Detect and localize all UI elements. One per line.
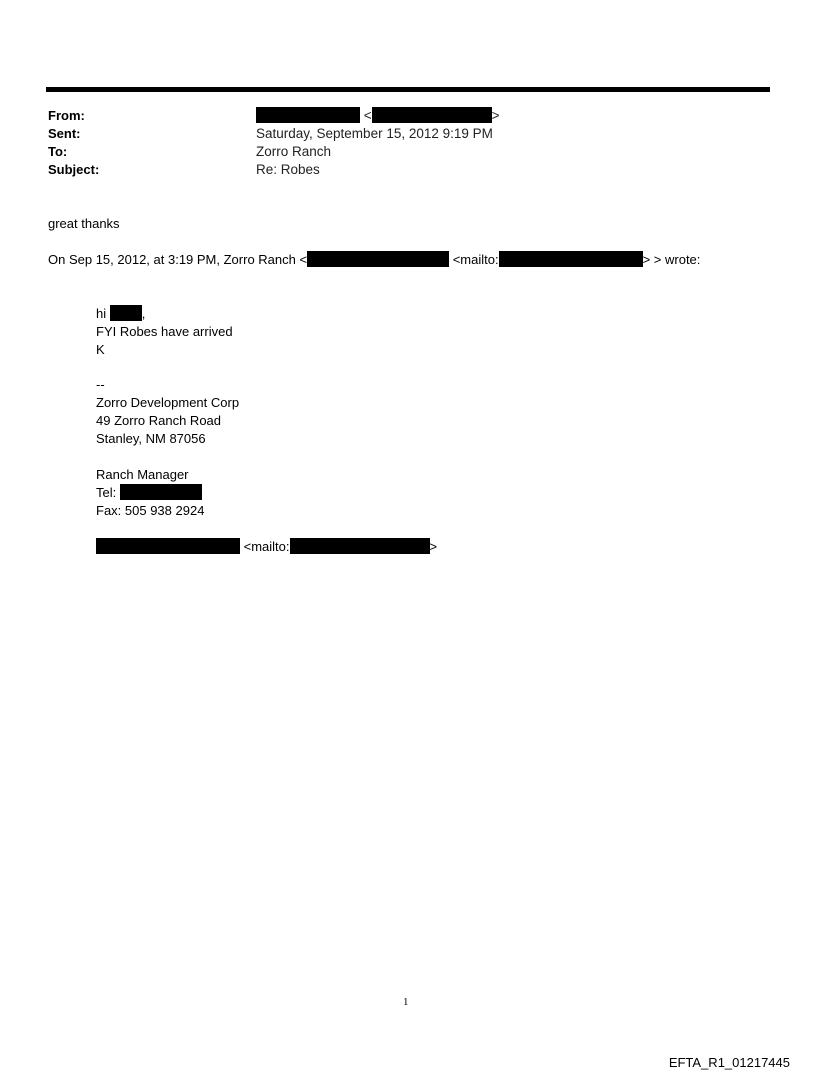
reply-text: great thanks xyxy=(48,216,120,231)
subject-value: Re: Robes xyxy=(256,162,320,177)
signature-address1: 49 Zorro Ranch Road xyxy=(96,413,222,428)
signature-email xyxy=(96,538,437,556)
signature-tel xyxy=(96,484,202,502)
redaction-block xyxy=(372,107,492,123)
quoted-line2: K xyxy=(96,342,105,357)
tel-label: Tel: xyxy=(96,485,117,500)
signature-title: Ranch Manager xyxy=(96,467,189,482)
document-id: EFTA_R1_01217445 xyxy=(668,1055,790,1070)
redaction-block xyxy=(110,305,142,321)
sent-value: Saturday, September 15, 2012 9:19 PM xyxy=(256,126,493,141)
quote-intro-b: <mailto: xyxy=(452,252,499,267)
header-rule xyxy=(46,87,770,92)
page-number: 1 xyxy=(403,996,409,1008)
greeting-word: hi xyxy=(96,306,107,321)
redaction-block xyxy=(96,538,240,554)
greeting-comma: , xyxy=(141,306,146,321)
to-value: Zorro Ranch xyxy=(256,144,332,159)
quoted-line1: FYI Robes have arrived xyxy=(96,324,233,339)
quote-intro-c: > > wrote: xyxy=(642,252,701,267)
to-label: To: xyxy=(48,144,68,159)
signature-fax: Fax: 505 938 2924 xyxy=(96,503,205,518)
quote-intro-a: On Sep 15, 2012, at 3:19 PM, Zorro Ranch < xyxy=(48,252,308,267)
mailto-close: > xyxy=(429,539,438,554)
signature-address2: Stanley, NM 87056 xyxy=(96,431,206,446)
quote-intro xyxy=(48,251,700,269)
redaction-block xyxy=(499,251,643,267)
signature-separator: -- xyxy=(96,377,105,392)
signature-company: Zorro Development Corp xyxy=(96,395,240,410)
from-gt: > xyxy=(491,108,500,123)
redaction-block xyxy=(256,107,360,123)
redaction-block xyxy=(307,251,449,267)
redaction-block xyxy=(120,484,202,500)
mailto-open: <mailto: xyxy=(243,539,290,554)
from-value xyxy=(256,107,500,125)
quoted-greeting xyxy=(96,305,145,323)
subject-label: Subject: xyxy=(48,162,100,177)
from-label: From: xyxy=(48,108,85,123)
sent-label: Sent: xyxy=(48,126,81,141)
redaction-block xyxy=(290,538,430,554)
from-lt: < xyxy=(363,108,372,123)
